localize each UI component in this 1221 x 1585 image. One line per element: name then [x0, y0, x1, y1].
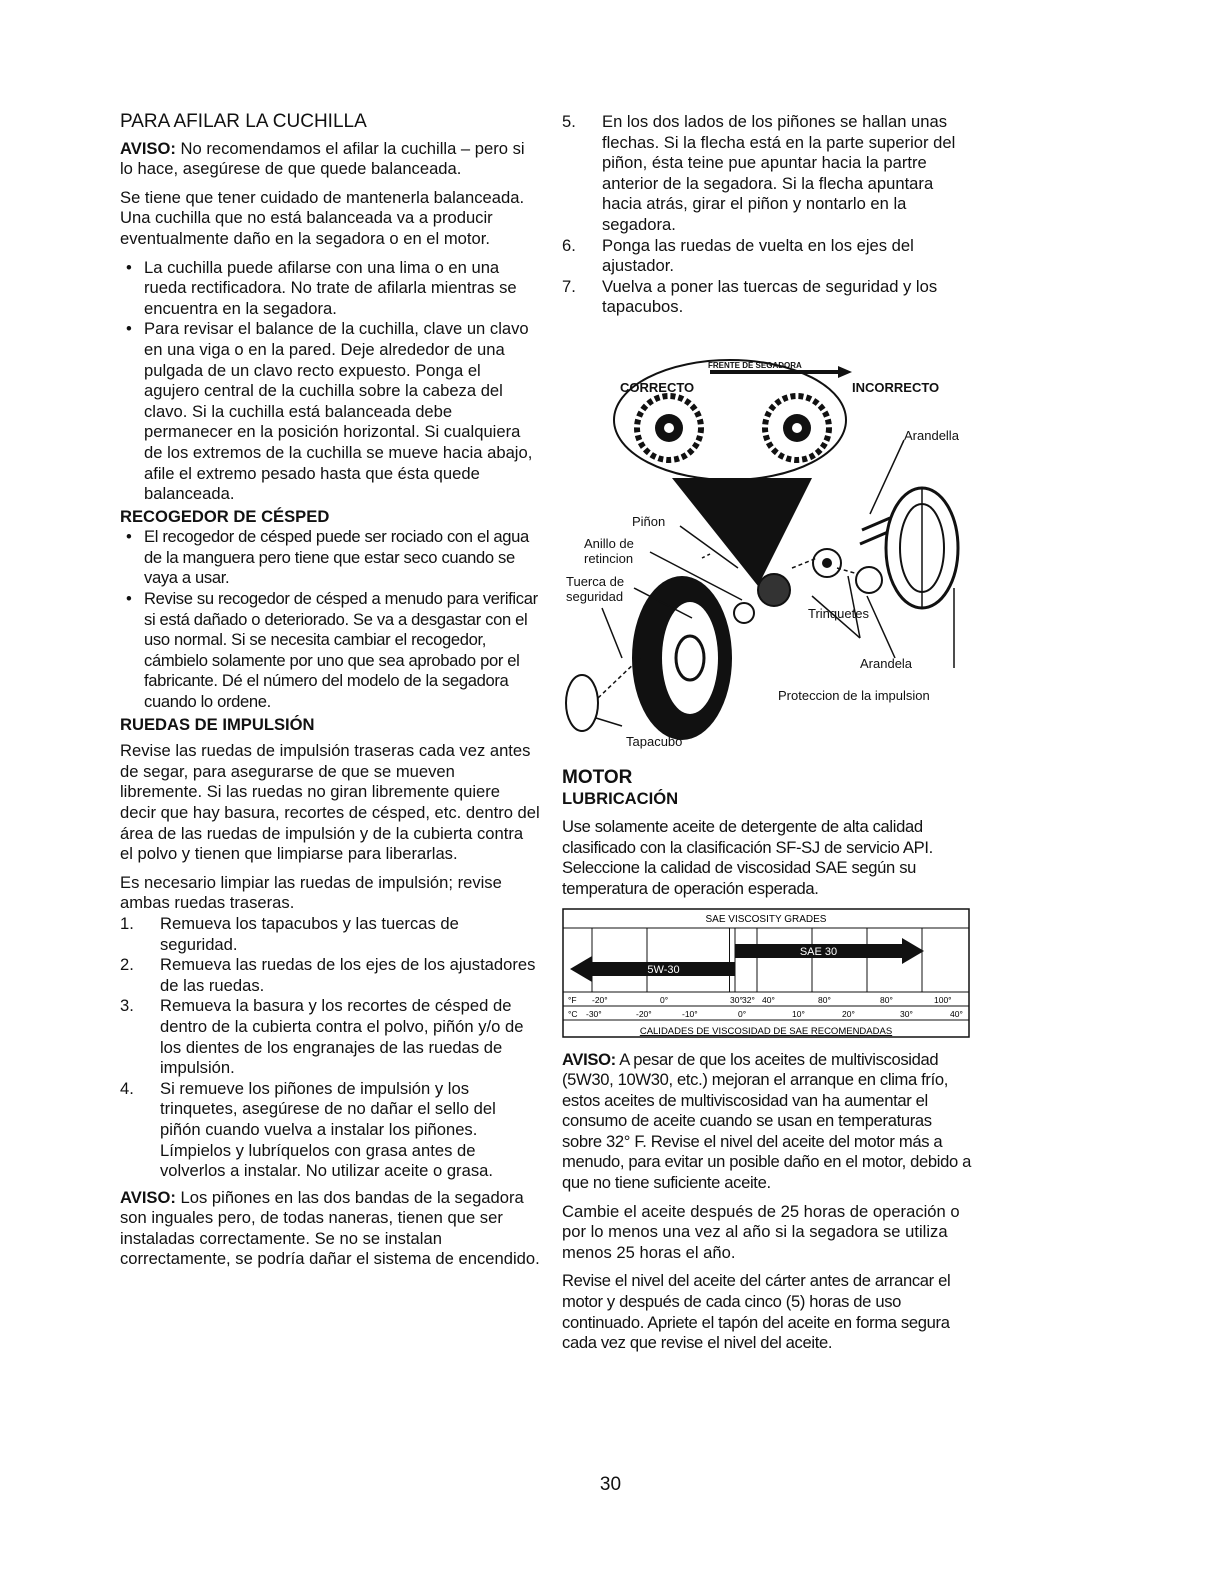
aviso-paragraph	[120, 139, 540, 180]
label-tapacubo: Tapacubo	[626, 733, 683, 749]
step-number: 1.	[120, 913, 134, 933]
chart-title: SAE VISCOSITY GRADES	[705, 913, 827, 925]
chart-xlabel: CALIDADES DE VISCOSIDAD DE SAE RECOMENDADAS	[639, 1025, 893, 1037]
recogedor-bullet-list	[120, 527, 540, 712]
step-text: Ponga las ruedas de vuelta en los ejes del ajustador.	[602, 235, 914, 276]
pinon-steps-list	[562, 112, 974, 318]
sae-chart-svg	[562, 908, 970, 1040]
funnel-pointer	[672, 478, 812, 586]
aviso-text: A pesar de que los aceites de multiviscosidad (5W30, 10W30, etc.) mejoran el arranque en clima frío, estos aceites de multiviscosidad van ha aumentar el consumo de aceite cuando se usan en temperaturas sobre 32° F. Revise el nivel del aceite del motor más a menudo, para evitar un posible daño en el motor, debido a que no tiene suficiente aceite.	[562, 1049, 972, 1193]
balance-paragraph: Se tiene que tener cuidado de mantenerla balanceada. Una cuchilla que no está balanceada va a producir eventualmente daño en la segadora o en el motor.	[120, 187, 525, 248]
aviso-label: AVISO:	[562, 1049, 616, 1069]
step-number: 7.	[562, 276, 576, 296]
step-text: Remueva la basura y los recortes de césped de dentro de la cubierta contra el polvo, piñón y/o de los dientes de los engranajes de las ruedas de impulsión.	[160, 996, 524, 1078]
sae-bar-label: 5W-30	[647, 963, 680, 976]
step-item	[120, 914, 540, 955]
label-trinquetes: Trinquetes	[808, 605, 869, 621]
bullet-item: • Para revisar el balance de la cuchilla, clave un clavo en una viga o en la pared. Deje alrededor de una pulgada de un clavo recto expuesto. Ponga el agujero central de la cuchilla sobre la cabeza del clavo. Si la cuchilla está balanceada debe permanecer en la posición horizontal. Si cualquiera de los extremos de la cuchilla se mueve hacia abajo, afile el extremo pesado hasta que ésta quede balanceada.	[120, 319, 540, 504]
celsius-tick-label: -20°	[636, 1008, 652, 1019]
pinion-gear-icon	[758, 574, 790, 606]
label-arandella: Arandella	[904, 427, 959, 443]
label-correcto: CORRECTO	[620, 379, 695, 395]
aviso-text: No recomendamos el afilar la cuchilla – pero si lo hace, asegúrese de que quede balanceada.	[120, 138, 525, 179]
correct-pinion-icon	[637, 396, 701, 460]
label-frente: FRENTE DE SEGADORA	[708, 360, 802, 370]
step-text: Remueva las ruedas de los ejes de los ajustadores de las ruedas.	[160, 955, 536, 995]
celsius-tick-label: 0°	[738, 1008, 747, 1019]
aviso-multiviscosidad-paragraph	[562, 1050, 974, 1194]
celsius-tick-label: -30°	[586, 1008, 602, 1019]
left-column	[120, 112, 540, 1278]
fahrenheit-tick-label: 30°	[730, 994, 743, 1005]
wheel-assembly-diagram	[562, 318, 974, 750]
step-item	[120, 1079, 540, 1182]
fahrenheit-tick-label: 32°	[742, 994, 755, 1005]
celsius-tick-label: 30°	[900, 1008, 913, 1019]
celsius-tick-label: 40°	[950, 1008, 963, 1019]
step-number: 2.	[120, 955, 134, 975]
label-incorrecto: INCORRECTO	[852, 379, 940, 395]
cambie-aceite-paragraph: Cambie el aceite después de 25 horas de operación o por lo menos una vez al año si la segadora se utiliza menos 25 horas el año.	[562, 1201, 960, 1262]
fahrenheit-tick-label: 0°	[660, 994, 669, 1005]
ruedas-paragraph-2: Es necesario limpiar las ruedas de impulsión; revise ambas ruedas traseras.	[120, 872, 502, 913]
incorrect-pinion-icon	[765, 396, 829, 460]
step-number: 6.	[562, 235, 576, 255]
bullet-item: • El recogedor de césped puede ser rociado con el agua de la manguera pero tiene que estar seco cuando se vaya a usar.	[120, 527, 540, 589]
page-number: 30	[599, 1474, 622, 1495]
label-proteccion: Proteccion de la impulsion	[778, 687, 930, 703]
revise-nivel-paragraph: Revise el nivel del aceite del cárter antes de arrancar el motor y después de cada cinco (5) horas de uso continuado. Apriete el tapón del aceite en forma segura cada vez que revise el nivel del aceite.	[562, 1271, 951, 1353]
aviso-label: AVISO:	[120, 1187, 176, 1207]
celsius-tick-label: -10°	[682, 1008, 698, 1019]
step-text: Remueva los tapacubos y las tuercas de seguridad.	[160, 913, 459, 954]
wheel-icon	[632, 576, 732, 740]
aviso-label: AVISO:	[120, 138, 176, 158]
step-text: En los dos lados de los piñones se hallan unas flechas. Si la flecha está en la parte superior del piñon, ésta teine pue apuntar hacia la partre anterior de la segadora. Si la flecha apuntara hacia atrás, girar el piñon y nontarlo en la segadora.	[602, 112, 956, 234]
step-item	[562, 277, 974, 318]
step-item	[120, 996, 540, 1078]
section-title-lubricacion: LUBRICACIÓN	[562, 788, 679, 808]
fahrenheit-tick-label: -20°	[592, 994, 608, 1005]
fahrenheit-tick-label: 80°	[880, 994, 893, 1005]
arrow-frente-head	[838, 366, 852, 378]
aviso-text: Los piñones en las dos bandas de la segadora son inguales pero, de todas naneras, tienen que ser instaladas correctamente. Se no se instalan correctamente, se podría dañar el sistema de encendido.	[120, 1187, 540, 1269]
bullet-item: • Revise su recogedor de césped a menudo para verificar si está dañado o deteriorado. Se va a desgastar con el uso normal. Si se necesita cambiar el recogedor, cámbielo solamente por uno que sea aprobado por el fabricante. Dé el número del modelo de la segadora cuando lo ordene.	[120, 589, 540, 713]
step-item	[562, 236, 974, 277]
section-title-afilar: PARA AFILAR LA CUCHILLA	[120, 111, 367, 132]
fahrenheit-tick-label: 40°	[762, 994, 775, 1005]
step-item	[562, 112, 974, 236]
fahrenheit-tick-label: °F	[568, 994, 577, 1005]
locknut-icon	[734, 603, 754, 623]
label-arandela: Arandela	[860, 655, 913, 671]
aviso-pinones-paragraph	[120, 1188, 540, 1270]
section-title-motor: MOTOR	[562, 766, 633, 788]
bullet-item: • La cuchilla puede afilarse con una lima o en una rueda rectificadora. No trate de afilarla mientras se encuentra en la segadora.	[120, 258, 540, 320]
fahrenheit-tick-label: 100°	[934, 994, 952, 1005]
section-title-ruedas: RUEDAS DE IMPULSIÓN	[120, 714, 315, 734]
section-title-recogedor: RECOGEDOR DE CÉSPED	[120, 506, 330, 526]
step-number: 3.	[120, 996, 134, 1016]
sae-viscosity-chart	[562, 908, 970, 1040]
step-number: 4.	[120, 1078, 134, 1098]
washer-hole-icon	[822, 558, 832, 568]
label-pinon: Piñon	[632, 513, 666, 529]
ruedas-paragraph-1: Revise las ruedas de impulsión traseras cada vez antes de segar, para asegurarse de que se mueven libremente. Si las ruedas no giran libremente quiere decir que hay basura, recortes de césped, etc. dentro del área de las ruedas de impulsión y de la cubierta contra el polvo y tienen que limpiarse para liberarlas.	[120, 741, 540, 864]
step-text: Si remueve los piñones de impulsión y los trinquetes, asegúrese de no dañar el sello del piñón cuando vuelva a instalar los piñones. Límpielos y lubríquelos con grasa antes de volverlos a instalar. No utilizar aceite o grasa.	[160, 1078, 496, 1181]
celsius-tick-label: 20°	[842, 1008, 855, 1019]
step-number: 5.	[562, 112, 576, 131]
celsius-tick-label: 10°	[792, 1008, 805, 1019]
ruedas-steps-list	[120, 914, 540, 1182]
label-anillo: Anillo de retincion	[584, 535, 634, 566]
washer-2-icon	[856, 567, 882, 593]
afilar-bullet-list	[120, 258, 540, 505]
celsius-tick-label: °C	[568, 1008, 578, 1019]
step-item	[120, 955, 540, 996]
hubcap-icon	[566, 675, 598, 731]
right-column	[562, 112, 974, 1362]
fahrenheit-tick-label: 80°	[818, 994, 831, 1005]
lubricacion-paragraph: Use solamente aceite de detergente de alta calidad clasificado con la clasificación SF-SJ de servicio API. Seleccione la calidad de viscosidad SAE según su temperatura de operación esperada.	[562, 817, 933, 898]
label-tuerca: Tuerca de seguridad	[566, 573, 625, 604]
sae-bar-label: SAE 30	[799, 945, 838, 958]
step-text: Vuelva a poner las tuercas de seguridad y los tapacubos.	[602, 276, 938, 317]
